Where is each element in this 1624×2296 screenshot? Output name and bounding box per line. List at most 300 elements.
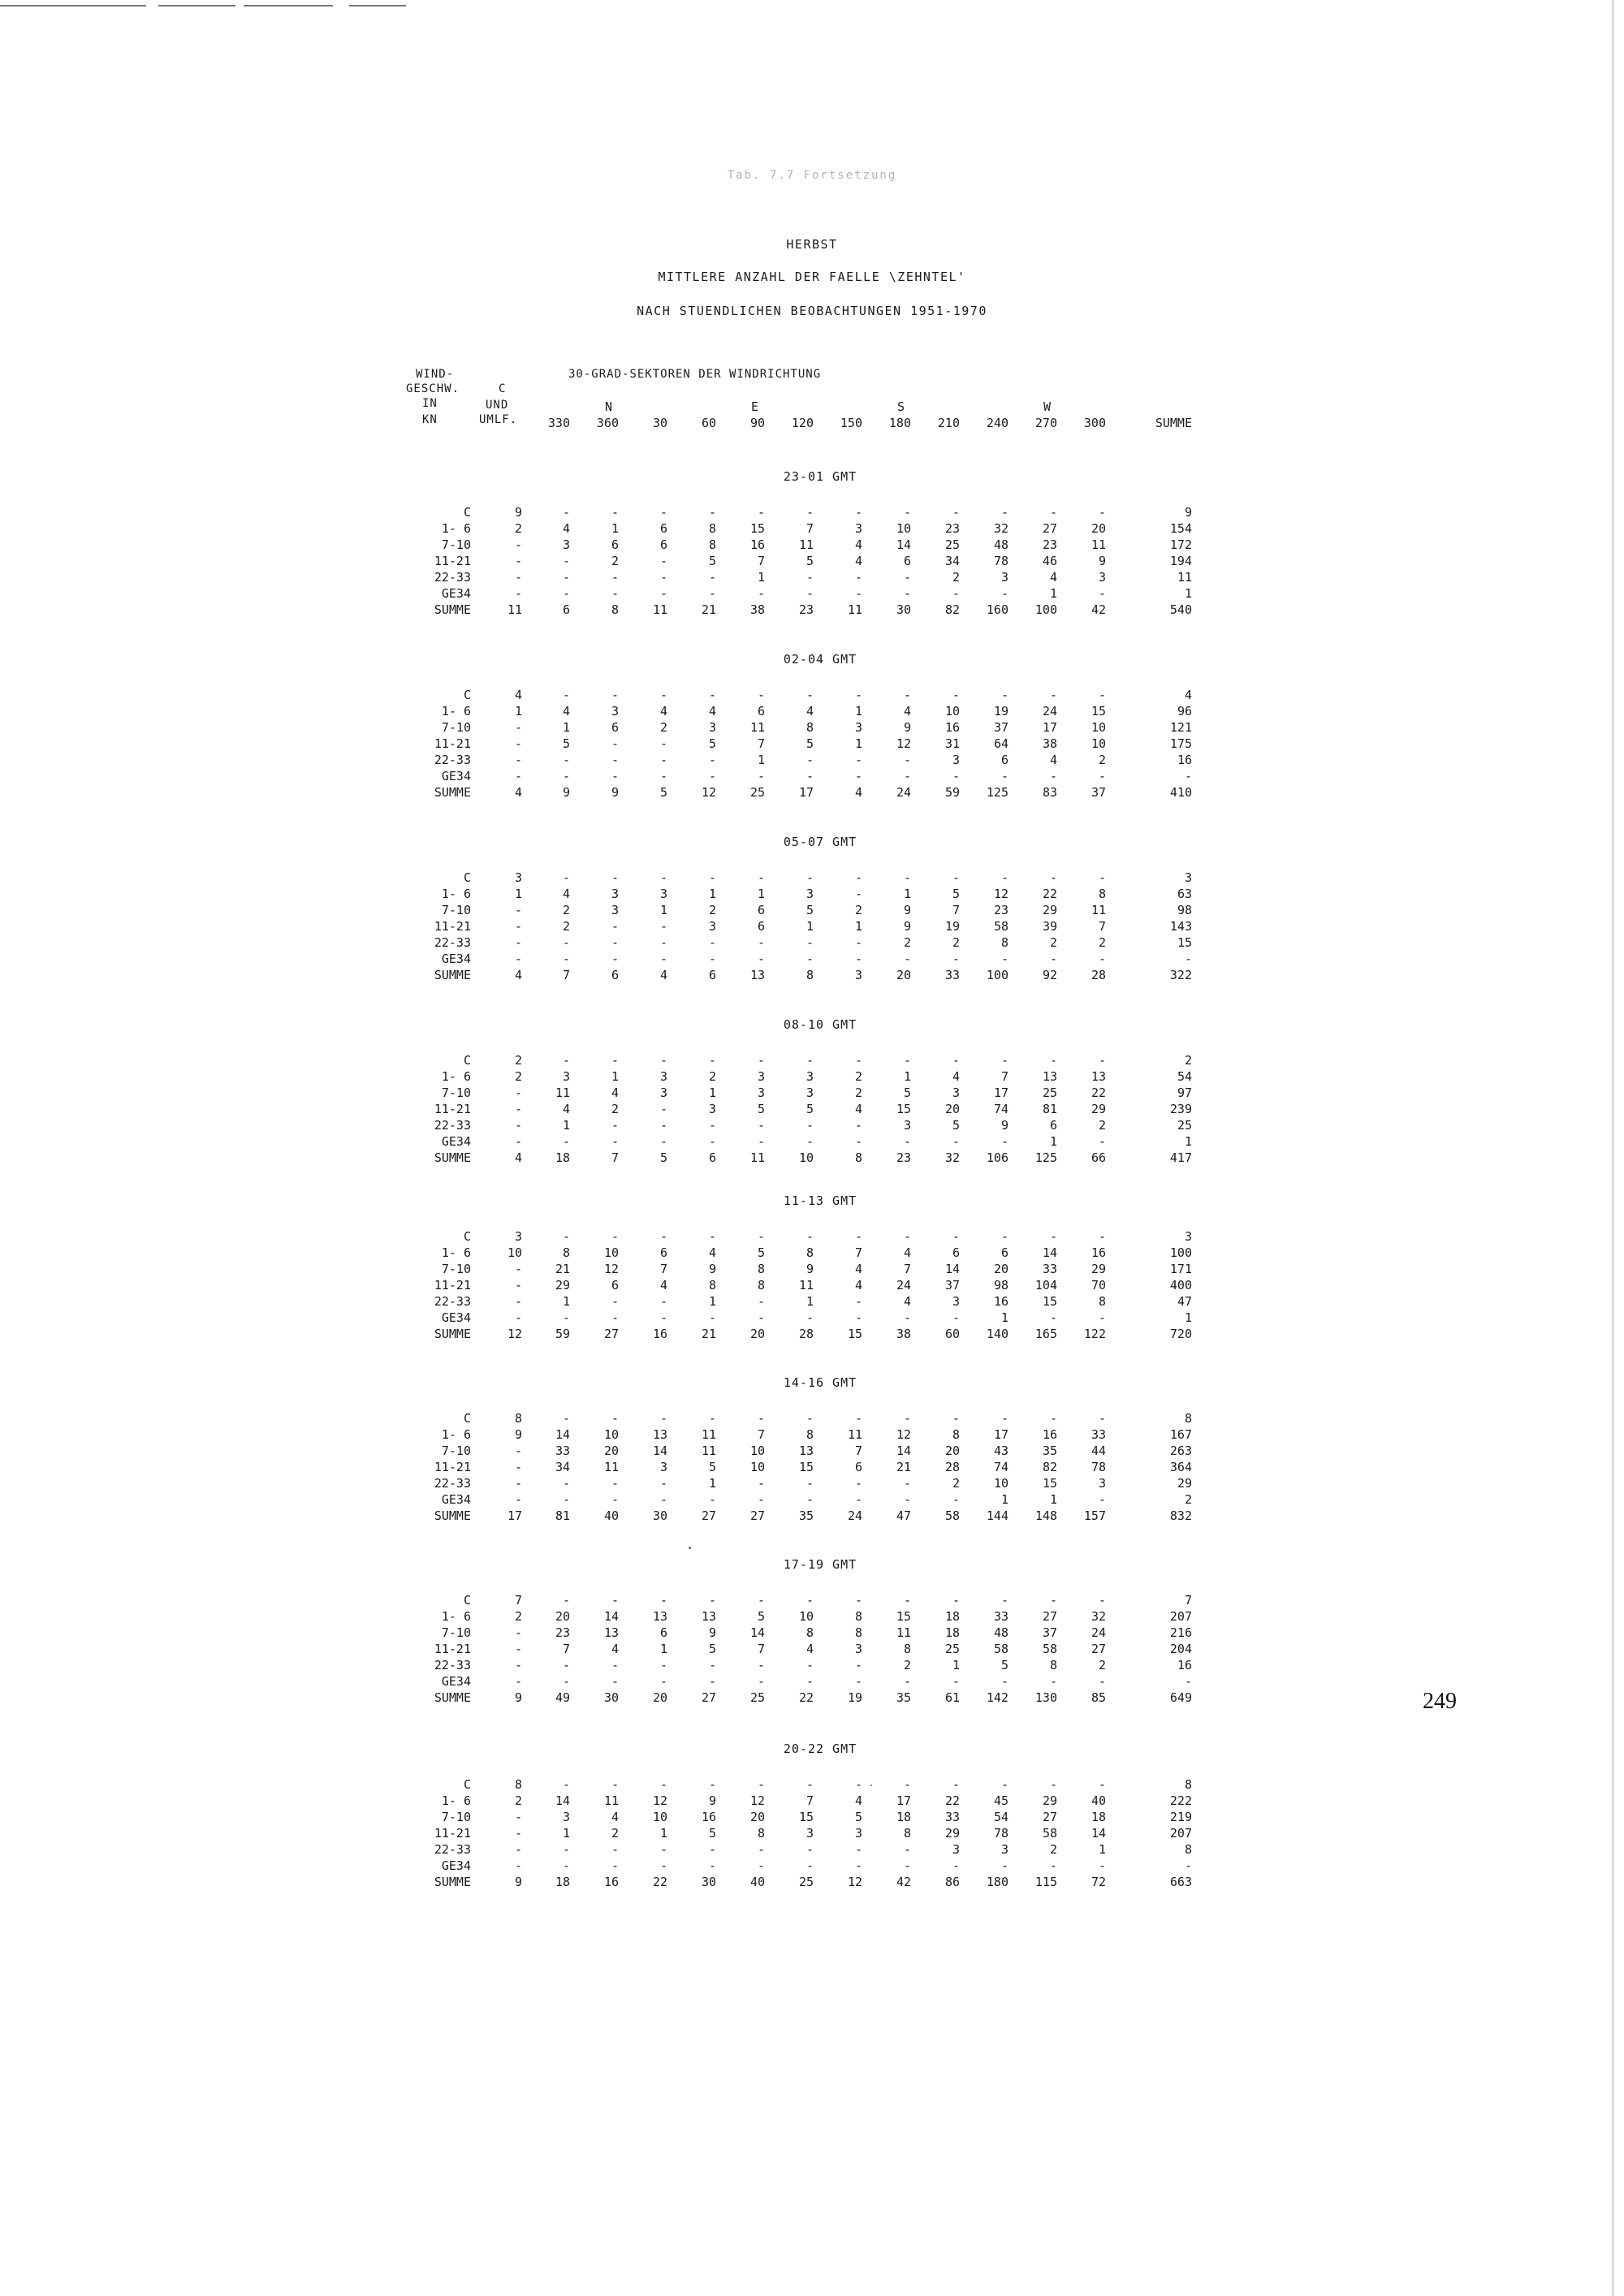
table-cell: - (903, 1476, 911, 1491)
table-cell: - (562, 1858, 570, 1873)
table-cell: - (903, 1593, 911, 1608)
table-cell: - (1098, 586, 1106, 601)
table-cell: - (1000, 769, 1009, 783)
table-cell: - (708, 952, 716, 966)
table-cell: 1 (1000, 1492, 1009, 1507)
table-cell: - (806, 870, 814, 885)
compass-letter: S (896, 399, 905, 414)
table-cell: 4 (611, 1085, 619, 1100)
table-cell: 4 (611, 1810, 619, 1824)
table-cell: 13 (652, 1427, 667, 1442)
table-cell: 45 (993, 1793, 1009, 1808)
row-label: 1- 6 (441, 1069, 471, 1084)
table-cell: 5 (708, 1642, 716, 1656)
row-label: SUMME (434, 968, 471, 982)
table-cell: 82 (1042, 1460, 1057, 1474)
table-cell: - (952, 1777, 960, 1792)
table-cell: - (514, 769, 522, 783)
table-cell: 33 (944, 1810, 960, 1824)
table-cell: 6 (757, 919, 765, 934)
table-cell: - (514, 1262, 522, 1276)
table-cell: - (514, 1858, 522, 1873)
table-cell: 8 (757, 1278, 765, 1293)
row-label: C (463, 1411, 471, 1426)
table-cell: 1 (659, 1642, 667, 1656)
table-cell: 5 (854, 1810, 862, 1824)
row-label: 1- 6 (441, 887, 471, 901)
table-cell: 5 (806, 736, 814, 751)
table-cell: 2 (514, 1053, 522, 1068)
table-cell: - (611, 870, 619, 885)
table-cell: - (757, 1053, 765, 1068)
sector-degree-header: 300 (1083, 416, 1106, 430)
table-cell: 6 (708, 1150, 716, 1165)
table-cell: - (854, 769, 862, 783)
table-cell: - (611, 1053, 619, 1068)
table-cell: 12 (749, 1793, 765, 1808)
table-cell: - (708, 1118, 716, 1133)
table-cell: 3 (1000, 570, 1009, 585)
sector-degree-header: 90 (749, 416, 765, 430)
table-cell: - (952, 769, 960, 783)
table-cell: - (659, 688, 667, 702)
table-cell: - (562, 1593, 570, 1608)
table-cell: 8 (806, 720, 814, 735)
time-section-heading: 17-19 GMT (783, 1557, 857, 1572)
table-cell: 20 (1091, 521, 1106, 536)
table-cell: 9 (708, 1262, 716, 1276)
table-cell: 9 (514, 1875, 522, 1889)
table-cell: 54 (993, 1810, 1009, 1824)
table-cell: 11 (652, 602, 667, 617)
table-cell: 13 (652, 1609, 667, 1624)
table-cell: 28 (798, 1327, 814, 1341)
table-cell: - (806, 1134, 814, 1149)
table-cell: - (806, 1674, 814, 1689)
table-cell: 148 (1034, 1508, 1057, 1523)
table-cell: - (1000, 1777, 1009, 1792)
row-sum-cell: 29 (1177, 1476, 1192, 1491)
table-cell: 160 (986, 602, 1009, 617)
table-cell: 10 (603, 1245, 619, 1260)
table-cell: 13 (603, 1625, 619, 1640)
row-label: SUMME (434, 785, 471, 800)
table-cell: 10 (1091, 736, 1106, 751)
row-label: 22-33 (434, 1658, 471, 1672)
row-label: C (463, 1229, 471, 1244)
table-cell: 5 (659, 785, 667, 800)
table-cell: - (1000, 1593, 1009, 1608)
table-cell: 1 (708, 1294, 716, 1309)
table-cell: 78 (1091, 1460, 1106, 1474)
table-cell: 12 (896, 736, 911, 751)
table-cell: 33 (993, 1609, 1009, 1624)
table-cell: 1 (854, 704, 862, 719)
faded-caption: Tab. 7.7 Fortsetzung (727, 169, 897, 182)
scan-edge-line (349, 5, 406, 6)
table-cell: - (903, 1229, 911, 1244)
table-cell: - (1049, 1053, 1057, 1068)
table-cell: 100 (1034, 602, 1057, 617)
table-cell: 1 (562, 1826, 570, 1841)
table-cell: 60 (944, 1327, 960, 1341)
table-cell: 14 (1091, 1826, 1106, 1841)
table-cell: 6 (708, 968, 716, 982)
table-cell: - (514, 935, 522, 950)
row-label: 1- 6 (441, 521, 471, 536)
table-cell: 14 (555, 1793, 570, 1808)
table-cell: - (757, 1118, 765, 1133)
table-cell: 4 (854, 1102, 862, 1116)
row-sum-cell: 207 (1169, 1609, 1192, 1624)
table-cell: - (611, 1476, 619, 1491)
table-cell: - (1098, 1411, 1106, 1426)
table-cell: 19 (847, 1690, 862, 1705)
table-cell: 27 (1042, 1609, 1057, 1624)
table-cell: 3 (757, 1069, 765, 1084)
table-cell: 144 (986, 1508, 1009, 1523)
table-cell: - (1000, 1134, 1009, 1149)
table-cell: 7 (1000, 1069, 1009, 1084)
table-cell: - (659, 1777, 667, 1792)
table-cell: 35 (1042, 1444, 1057, 1458)
table-cell: - (1098, 1674, 1106, 1689)
table-cell: 4 (903, 704, 911, 719)
row-label: SUMME (434, 1690, 471, 1705)
table-cell: 27 (1042, 1810, 1057, 1824)
table-cell: - (854, 1134, 862, 1149)
row-label: 22-33 (434, 935, 471, 950)
table-cell: 24 (896, 785, 911, 800)
table-cell: 7 (611, 1150, 619, 1165)
table-cell: - (611, 688, 619, 702)
sector-degree-header: 360 (596, 416, 619, 430)
table-cell: - (854, 570, 862, 585)
table-cell: 6 (1000, 753, 1009, 767)
table-cell: - (514, 1826, 522, 1841)
table-cell: - (611, 1229, 619, 1244)
row-sum-cell: 16 (1177, 753, 1192, 767)
table-cell: 6 (659, 1625, 667, 1640)
row-label: 11-21 (434, 1642, 471, 1656)
row-sum-cell: 96 (1177, 704, 1192, 719)
row-label: 11-21 (434, 1826, 471, 1841)
table-cell: 3 (659, 1460, 667, 1474)
row-sum-cell: 15 (1177, 935, 1192, 950)
table-cell: - (514, 736, 522, 751)
table-cell: 11 (749, 1150, 765, 1165)
table-cell: 8 (1049, 1658, 1057, 1672)
table-cell: - (854, 1310, 862, 1325)
table-cell: - (562, 1476, 570, 1491)
table-cell: 18 (555, 1150, 570, 1165)
table-cell: 15 (847, 1327, 862, 1341)
table-cell: 125 (986, 785, 1009, 800)
table-cell: 1 (1098, 1842, 1106, 1857)
table-cell: - (806, 753, 814, 767)
table-cell: 8 (903, 1642, 911, 1656)
table-cell: 15 (798, 1810, 814, 1824)
table-cell: 27 (701, 1508, 716, 1523)
table-cell: - (659, 1294, 667, 1309)
table-cell: - (903, 952, 911, 966)
table-cell: - (757, 1674, 765, 1689)
table-cell: 1 (806, 1294, 814, 1309)
wind-speed-header: KN (422, 413, 438, 426)
row-sum-cell: 16 (1177, 1658, 1192, 1672)
table-cell: - (854, 887, 862, 901)
table-cell: 1 (903, 1069, 911, 1084)
row-sum-cell: - (1184, 1858, 1192, 1873)
table-cell: 6 (757, 903, 765, 917)
table-cell: 42 (1091, 602, 1106, 617)
table-cell: 4 (806, 704, 814, 719)
row-label: 1- 6 (441, 1427, 471, 1442)
row-label: 11-21 (434, 1102, 471, 1116)
table-cell: 3 (854, 1642, 862, 1656)
wind-speed-header: IN (422, 397, 438, 410)
row-sum-cell: 54 (1177, 1069, 1192, 1084)
table-cell: - (854, 753, 862, 767)
row-label: 22-33 (434, 753, 471, 767)
table-cell: 8 (1000, 935, 1009, 950)
row-sum-cell: 25 (1177, 1118, 1192, 1133)
table-cell: 15 (798, 1460, 814, 1474)
table-cell: 29 (1091, 1262, 1106, 1276)
table-cell: 19 (944, 919, 960, 934)
table-cell: - (611, 1658, 619, 1672)
table-cell: 92 (1042, 968, 1057, 982)
table-cell: 9 (903, 919, 911, 934)
table-cell: 3 (708, 1102, 716, 1116)
sectors-title: 30-GRAD-SEKTOREN DER WINDRICHTUNG (568, 368, 822, 381)
table-cell: - (562, 753, 570, 767)
table-cell: - (611, 935, 619, 950)
table-cell: - (514, 1674, 522, 1689)
table-cell: 1 (659, 1826, 667, 1841)
table-cell: 1 (757, 887, 765, 901)
table-cell: 58 (993, 919, 1009, 934)
table-cell: 18 (896, 1810, 911, 1824)
table-cell: - (1049, 1229, 1057, 1244)
table-cell: 1 (562, 1118, 570, 1133)
table-cell: 12 (603, 1262, 619, 1276)
table-cell: 22 (798, 1690, 814, 1705)
table-cell: - (514, 919, 522, 934)
table-cell: 2 (514, 1069, 522, 1084)
row-sum-cell: 204 (1169, 1642, 1192, 1656)
table-cell: 24 (896, 1278, 911, 1293)
table-cell: - (708, 1492, 716, 1507)
table-cell: 4 (659, 968, 667, 982)
table-cell: 1 (708, 1476, 716, 1491)
compass-letter: W (1043, 399, 1051, 414)
table-cell: 29 (555, 1278, 570, 1293)
table-cell: - (757, 769, 765, 783)
table-cell: 58 (1042, 1826, 1057, 1841)
table-cell: 165 (1034, 1327, 1057, 1341)
calm-header: UND (486, 399, 509, 412)
table-cell: 4 (514, 785, 522, 800)
table-cell: - (952, 1229, 960, 1244)
table-cell: - (611, 1593, 619, 1608)
table-cell: 3 (1098, 570, 1106, 585)
season-title: HERBST (786, 237, 838, 252)
table-cell: 3 (806, 1069, 814, 1084)
table-cell: 4 (854, 1262, 862, 1276)
row-label: 1- 6 (441, 1245, 471, 1260)
table-cell: 3 (562, 1069, 570, 1084)
table-cell: 2 (854, 903, 862, 917)
table-cell: - (514, 1810, 522, 1824)
row-sum-cell: 540 (1169, 602, 1192, 617)
table-cell: 6 (757, 704, 765, 719)
table-cell: 74 (993, 1102, 1009, 1116)
table-cell: 8 (757, 1262, 765, 1276)
table-cell: 8 (708, 537, 716, 552)
table-cell: 2 (562, 903, 570, 917)
table-cell: - (854, 1229, 862, 1244)
table-cell: 4 (952, 1069, 960, 1084)
table-cell: 33 (555, 1444, 570, 1458)
table-cell: 1 (708, 887, 716, 901)
table-cell: - (562, 554, 570, 568)
table-cell: 5 (757, 1245, 765, 1260)
table-cell: - (806, 1229, 814, 1244)
row-sum-cell: 832 (1169, 1508, 1192, 1523)
table-cell: 2 (708, 1069, 716, 1084)
table-cell: 13 (1042, 1069, 1057, 1084)
table-cell: - (952, 952, 960, 966)
table-cell: - (659, 870, 667, 885)
table-cell: - (1098, 870, 1106, 885)
table-cell: 37 (1042, 1625, 1057, 1640)
table-cell: - (757, 1593, 765, 1608)
table-cell: - (1098, 1134, 1106, 1149)
row-label: 1- 6 (441, 704, 471, 719)
table-cell: 82 (944, 602, 960, 617)
table-cell: 7 (562, 1642, 570, 1656)
table-cell: - (611, 1492, 619, 1507)
sector-degree-header: 330 (547, 416, 570, 430)
table-cell: - (562, 1310, 570, 1325)
table-cell: 30 (603, 1690, 619, 1705)
table-cell: 10 (798, 1150, 814, 1165)
table-cell: - (952, 1593, 960, 1608)
table-cell: - (514, 570, 522, 585)
table-cell: 9 (514, 1427, 522, 1442)
table-cell: - (806, 1842, 814, 1857)
table-cell: - (708, 1134, 716, 1149)
table-cell: - (562, 1411, 570, 1426)
table-cell: - (659, 919, 667, 934)
sector-degree-header: 270 (1034, 416, 1057, 430)
table-cell: 10 (603, 1427, 619, 1442)
table-cell: 16 (1091, 1245, 1106, 1260)
table-cell: - (659, 952, 667, 966)
row-label: 11-21 (434, 1460, 471, 1474)
time-section-heading: 08-10 GMT (783, 1017, 857, 1032)
table-cell: 2 (1098, 753, 1106, 767)
row-label: 7-10 (441, 1262, 471, 1276)
table-cell: - (562, 1229, 570, 1244)
table-cell: - (854, 1118, 862, 1133)
table-cell: - (659, 1674, 667, 1689)
table-cell: 6 (562, 602, 570, 617)
table-cell: 14 (1042, 1245, 1057, 1260)
table-cell: 7 (757, 1427, 765, 1442)
table-cell: 2 (514, 521, 522, 536)
table-cell: - (562, 570, 570, 585)
table-cell: 8 (514, 1777, 522, 1792)
table-cell: 2 (562, 919, 570, 934)
table-cell: - (611, 753, 619, 767)
table-cell: 11 (798, 1278, 814, 1293)
table-cell: 23 (896, 1150, 911, 1165)
table-cell: - (514, 1085, 522, 1100)
wind-speed-header: GESCHW. (406, 382, 460, 395)
table-cell: - (854, 935, 862, 950)
table-cell: 11 (1091, 903, 1106, 917)
table-cell: 4 (562, 1102, 570, 1116)
scan-edge-line (0, 5, 146, 6)
table-cell: - (952, 1134, 960, 1149)
table-subtitle: MITTLERE ANZAHL DER FAELLE \ZEHNTEL' (658, 270, 966, 284)
table-cell: 44 (1091, 1444, 1106, 1458)
table-cell: - (903, 870, 911, 885)
table-cell: - (611, 1118, 619, 1133)
table-cell: 100 (986, 968, 1009, 982)
row-sum-cell: 154 (1169, 521, 1192, 536)
table-cell: 11 (603, 1460, 619, 1474)
table-cell: 4 (611, 1642, 619, 1656)
table-cell: 2 (854, 1069, 862, 1084)
table-cell: - (659, 1229, 667, 1244)
table-cell: 11 (896, 1625, 911, 1640)
table-cell: 2 (952, 1476, 960, 1491)
table-cell: 21 (896, 1460, 911, 1474)
table-cell: 16 (652, 1327, 667, 1341)
table-cell: 3 (1000, 1842, 1009, 1857)
table-cell: - (611, 769, 619, 783)
table-cell: - (708, 1658, 716, 1672)
row-label: C (463, 1593, 471, 1608)
table-cell: - (611, 1842, 619, 1857)
table-cell: 4 (514, 968, 522, 982)
table-cell: - (611, 586, 619, 601)
table-cell: 28 (1091, 968, 1106, 982)
row-sum-cell: 263 (1169, 1444, 1192, 1458)
table-cell: 12 (701, 785, 716, 800)
table-cell: 3 (854, 1826, 862, 1841)
table-cell: 23 (555, 1625, 570, 1640)
table-cell: 4 (514, 1150, 522, 1165)
table-cell: 7 (854, 1444, 862, 1458)
table-cell: - (806, 1593, 814, 1608)
table-cell: 48 (993, 537, 1009, 552)
table-cell: - (854, 1411, 862, 1426)
table-cell: - (659, 736, 667, 751)
table-cell: - (1000, 952, 1009, 966)
table-cell: 9 (903, 903, 911, 917)
row-sum-cell: - (1184, 1674, 1192, 1689)
table-cell: 8 (806, 1625, 814, 1640)
table-cell: 7 (1098, 919, 1106, 934)
table-cell: - (1049, 952, 1057, 966)
table-cell: 9 (708, 1793, 716, 1808)
table-cell: 6 (1049, 1118, 1057, 1133)
table-cell: - (806, 1476, 814, 1491)
